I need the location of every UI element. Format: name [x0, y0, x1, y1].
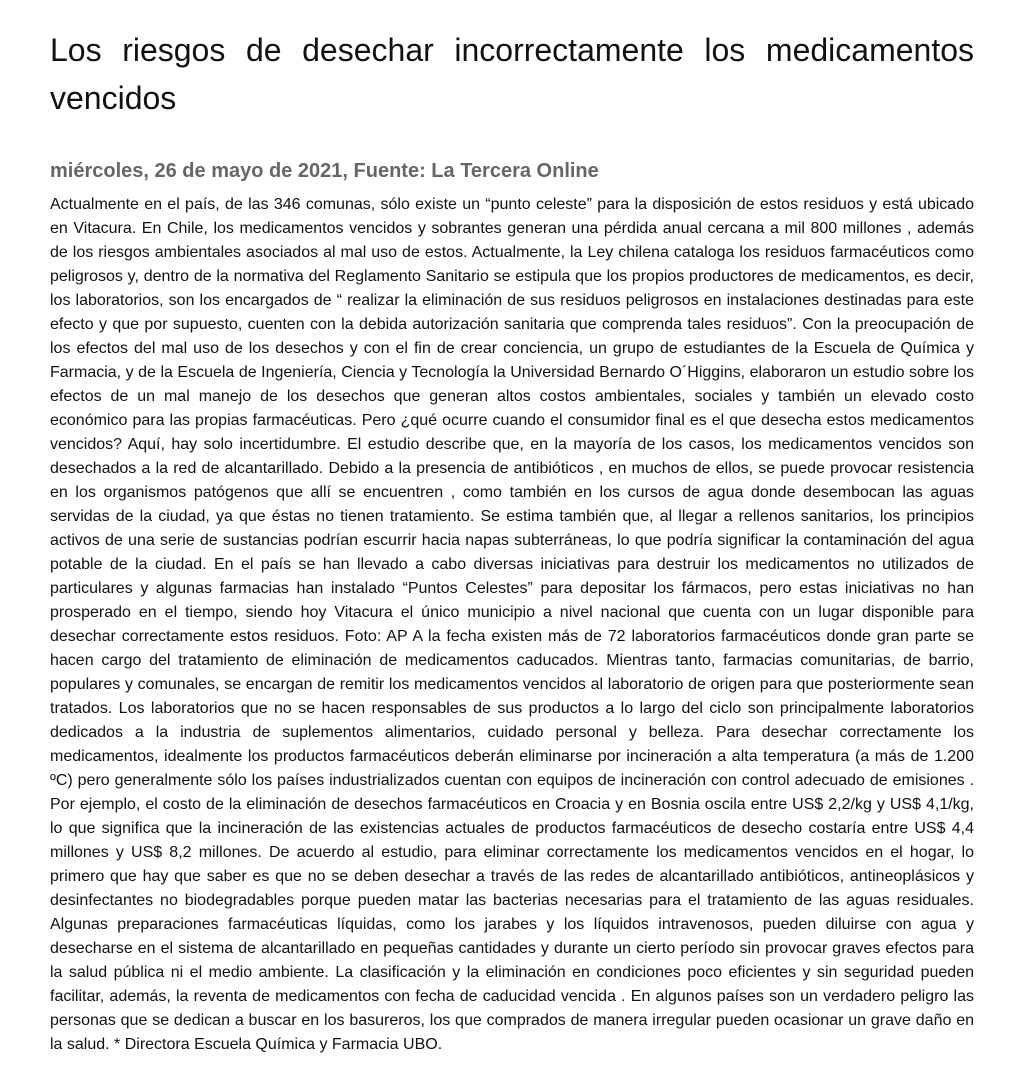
- article-meta: miércoles, 26 de mayo de 2021, Fuente: La Tercera Online: [50, 160, 599, 182]
- article-title: Los riesgos de desechar incorrectamente los medicamentos vencidos: [50, 32, 974, 116]
- article-source: Fuente: La Tercera Online: [353, 160, 599, 182]
- article-body: Actualmente en el país, de las 346 comunas, sólo existe un “punto celeste” para la disposición de estos residuos y está ubicado en Vitacura. En Chile, los medicamentos vencidos y sobrantes generan una pérdida anual cercana a mil 800 millones , además de los riesgos ambientales asociados al mal uso de estos. Actualmente, la Ley chilena cataloga los residuos farmacéuticos como peligrosos y, dentro de la normativa del Reglamento Sanitario se estipula que los propios productores de medicamentos, es decir, los laboratorios, son los encargados de “ realizar la eliminación de sus residuos peligrosos en instalaciones destinadas para este efecto y que por supuesto, cuenten con la debida autorización sanitaria que comprenda tales residuos”. Con la preocupación de los efectos del mal uso de los desechos y con el fin de crear conciencia, un grupo de estudiantes de la Escuela de Química y Farmacia, y de la Escuela de Ingeniería, Ciencia y Tecnología la Universidad Bernardo O´Higgins, elaboraron un estudio sobre los efectos de un mal manejo de los desechos que generan altos costos ambientales, sociales y también un elevado costo económico para las propias farmacéuticas. Pero ¿qué ocurre cuando el consumidor final es el que desecha estos medicamentos vencidos? Aquí, hay solo incertidumbre. El estudio describe que, en la mayoría de los casos, los medicamentos vencidos son desechados a la red de alcantarillado. Debido a la presencia de antibióticos , en muchos de ellos, se puede provocar resistencia en los organismos patógenos que allí se encuentren , como también en los cursos de agua donde desembocan las aguas servidas de la ciudad, ya que éstas no tienen tratamiento. Se estima también que, al llegar a rellenos sanitarios, los principios activos de una serie de sustancias podrían escurrir hacia napas subterráneas, lo que podría significar la contaminación del agua potable de la ciudad. En el país se han llevado a cabo diversas iniciativas para destruir los medicamentos no utilizados de particulares y algunas farmacias han instalado “Puntos Celestes” para depositar los fármacos, pero estas iniciativas no han prosperado en el tiempo, siendo hoy Vitacura el único municipio a nivel nacional que cuenta con un lugar disponible para desechar correctamente estos residuos. Foto: AP A la fecha existen más de 72 laboratorios farmacéuticos donde gran parte se hacen cargo del tratamiento de eliminación de medicamentos caducados. Mientras tanto, farmacias comunitarias, de barrio, populares y comunales, se encargan de remitir los medicamentos vencidos al laboratorio de origen para que posteriormente sean tratados. Los laboratorios que no se hacen responsables de sus productos a lo largo del ciclo son principalmente laboratorios dedicados a la industria de suplementos alimentarios, cuidado personal y belleza. Para desechar correctamente los medicamentos, idealmente los productos farmacéuticos deberán eliminarse por incineración a alta temperatura (a más de 1.200 ºC) pero generalmente sólo los países industrializados cuentan con equipos de incineración con control adecuado de emisiones . Por ejemplo, el costo de la eliminación de desechos farmacéuticos en Croacia y en Bosnia oscila entre US$ 2,2/kg y US$ 4,1/kg, lo que significa que la incineración de las existencias actuales de productos farmacéuticos de desecho costaría entre US$ 4,4 millones y US$ 8,2 millones. De acuerdo al estudio, para eliminar correctamente los medicamentos vencidos en el hogar, lo primero que hay que saber es que no se deben desechar a través de las redes de alcantarillado antibióticos, antineoplásicos y desinfectantes no biodegradables porque pueden matar las bacterias necesarias para el tratamiento de las aguas residuales. Algunas preparaciones farmacéuticas líquidas, como los jarabes y los líquidos intravenosos, pueden diluirse con agua y desecharse en el sistema de alcantarillado en pequeñas cantidades y durante un cierto período sin provocar graves efectos para la salud pública ni el medio ambiente. La clasificación y la eliminación en condiciones poco eficientes y sin seguridad pueden facilitar, además, la reventa de medicamentos con fecha de caducidad vencida . En algunos países son un verdadero peligro las personas que se dedican a buscar en los basureros, los que comprados de manera irregular pueden ocasionar un grave daño en la salud. * Directora Escuela Química y Farmacia UBO.: [50, 196, 974, 1053]
- article-date: miércoles, 26 de mayo de 2021: [50, 160, 343, 182]
